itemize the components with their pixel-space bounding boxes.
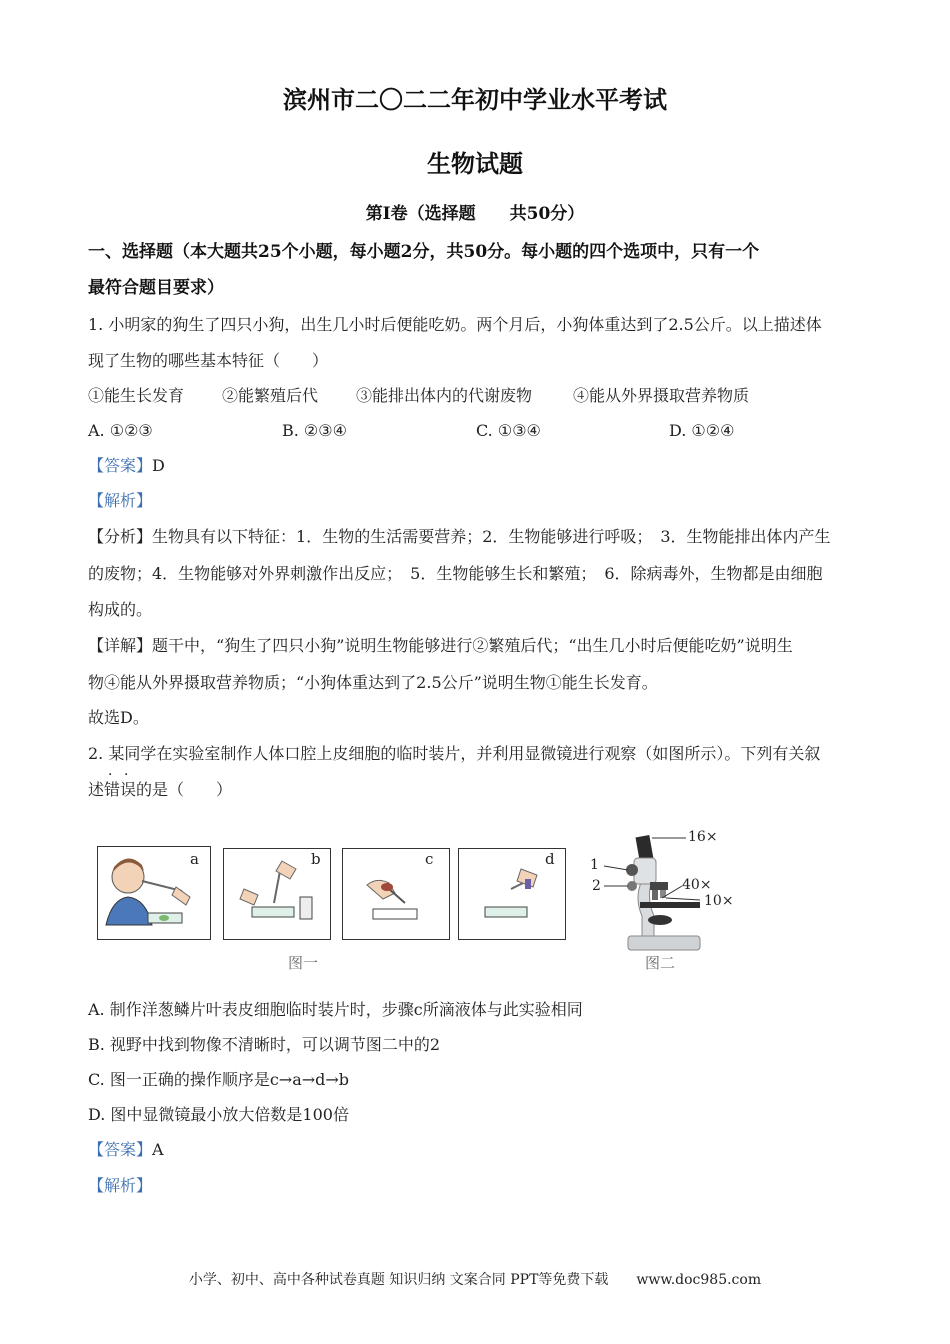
fig2-caption: 图二 [645, 954, 676, 972]
q1-option-b: B. ②③④ [282, 421, 347, 440]
emphasis-dot: · [108, 767, 113, 783]
q1-answer: D [152, 456, 165, 475]
fig1-label-d: d [545, 850, 555, 868]
fenxi-text: 生物具有以下特征：1．生物的生活需要营养；2．生物能够进行呼吸； 3．生物能排出体内产生 [152, 527, 831, 546]
q1-xiangjie-line1 [88, 636, 793, 656]
answer-tag: 【答案】 [88, 456, 153, 475]
low-objective-label: 10× [704, 893, 734, 909]
xiangjie-tag: 【详解】 [88, 636, 153, 655]
fig1-label-c: c [425, 850, 434, 868]
stem-prefix: 述 [88, 780, 105, 799]
fenxi-tag: 【分析】 [88, 527, 153, 546]
q2-option-b: B. 视野中找到物像不清晰时，可以调节图二中的2 [88, 1035, 441, 1054]
section-heading-line2: 最符合题目要求） [88, 278, 224, 298]
q1-conclusion: 故选D。 [88, 708, 149, 727]
part-title: 第Ⅰ卷（选择题 共50分） [365, 204, 585, 224]
q1-xiangjie-line2: 物④能从外界摄取营养物质；“小狗体重达到了2.5公斤”说明生物①能生长发育。 [88, 673, 658, 692]
q1-stem-line1: 1. 小明家的狗生了四只小狗，出生几小时后便能吃奶。两个月后，小狗体重达到了2.5公斤。以上描述体 [88, 315, 822, 334]
section-heading-line1: 一、选择题（本大题共25个小题，每小题2分，共50分。每小题的四个选项中，只有一个 [88, 242, 760, 262]
q2-option-c: C. 图一正确的操作顺序是c→a→d→b [88, 1070, 350, 1089]
q1-stem-line2: 现了生物的哪些基本特征（ ） [88, 351, 329, 370]
q2-stem-line2 [88, 780, 232, 800]
fig1-caption: 图一 [288, 954, 319, 972]
q1-item-1: ①能生长发育 [88, 386, 185, 405]
subject-title: 生物试题 [427, 149, 523, 178]
emphasis-dot: · [124, 767, 129, 783]
answer-tag: 【答案】 [88, 1140, 153, 1159]
fig1-panel-c [342, 848, 450, 940]
fig1-label-b: b [311, 850, 321, 868]
exam-title: 滨州市二〇二二年初中学业水平考试 [283, 85, 667, 114]
q1-fenxi-line2: 的废物；4．生物能够对外界刺激作出反应； 5．生物能够生长和繁殖； 6．除病毒外，生物都是由细胞 [88, 564, 823, 583]
part-1-label: 1 [590, 857, 599, 873]
q1-fenxi-line3: 构成的。 [88, 600, 153, 619]
microscope-illustration [590, 828, 740, 953]
q2-stem-line1: 2. 某同学在实验室制作人体口腔上皮细胞的临时装片，并利用显微镜进行观察（如图所示）。下列有关叙 [88, 744, 821, 763]
q2-option-a: A. 制作洋葱鳞片叶表皮细胞临时装片时，步骤c所滴液体与此实验相同 [88, 1000, 583, 1019]
footer-link[interactable]: 小学、初中、高中各种试卷真题 知识归纳 文案合同 PPT等免费下载 www.doc985.com [188, 1272, 762, 1288]
q1-item-3: ③能排出体内的代谢废物 [356, 386, 533, 405]
stem-suffix: 的是（ ） [136, 780, 233, 799]
stem-emphasis: 错误 [104, 780, 137, 799]
xiangjie-text: 题干中，“狗生了四只小狗”说明生物能够进行②繁殖后代；“出生几小时后便能吃奶”说明生 [152, 636, 793, 655]
part-2-label: 2 [592, 878, 601, 894]
q2-analysis-tag: 【解析】 [88, 1176, 153, 1195]
q1-item-4: ④能从外界摄取营养物质 [573, 386, 750, 405]
q1-answer-line [88, 456, 165, 476]
q2-option-d: D. 图中显微镜最小放大倍数是100倍 [88, 1105, 349, 1124]
q1-option-c: C. ①③④ [476, 421, 541, 440]
q2-answer: A [152, 1140, 164, 1159]
q1-analysis-tag: 【解析】 [88, 491, 153, 510]
high-objective-label: 40× [682, 877, 712, 893]
q1-option-a: A. ①②③ [88, 421, 153, 440]
q1-item-2: ②能繁殖后代 [222, 386, 319, 405]
fig1-label-a: a [190, 850, 199, 868]
q2-answer-line [88, 1140, 164, 1160]
q1-fenxi-line1 [88, 527, 831, 547]
q1-option-d: D. ①②④ [669, 421, 735, 440]
eyepiece-label: 16× [688, 829, 718, 845]
